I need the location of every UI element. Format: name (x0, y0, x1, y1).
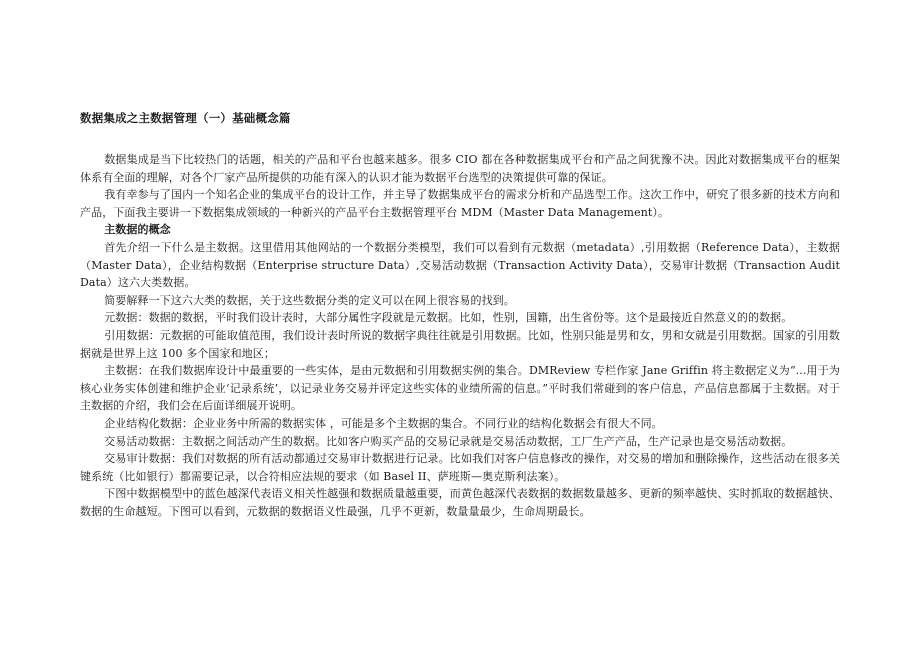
paragraph-reference-data: 引用数据：元数据的可能取值范围，我们设计表时所说的数据字典往往就是引用数据。比如，性别只能是男和女，男和女就是引用数据。国家的引用数据就是世界上这 100 多个国家和地区； (80, 328, 840, 360)
paragraph-intro: 数据集成是当下比较热门的话题，相关的产品和平台也越来越多。很多 CIO 都在各种数据集成平台和产品之间犹豫不决。因此对数据集成平台的框架体系有全面的理解，对各个厂家产品所提供的功能有深入的认识才能为数据平台选型的决策提供可靠的保证。 (80, 153, 840, 184)
paragraph-data-classification: 首先介绍一下什么是主数据。这里借用其他网站的一个数据分类模型，我们可以看到有元数据（metadata）,引用数据（Reference Data），主数据（Master Data），企业结构数据（Enterprise structure Data）,交易活动数据（Transaction Activity Data），交易审计数据（Transaction Audit Data）这六大类数据。 (80, 240, 840, 290)
section-heading-master-data-concept: 主数据的概念 (104, 223, 171, 237)
paragraph-master-data: 主数据：在我们数据库设计中最重要的一些实体，是由元数据和引用数据实例的集合。DMReview 专栏作家 Jane Griffin 将主数据定义为“...用于为核心业务实体创建和维护企业‘记录系统’，以记录业务交易并评定这些实体的业绩所需的信息。”平时我们常碰到的客户信息，产品信息都属于主数据。对于主数据的介绍，我们会在后面详细展开说明。 (80, 364, 840, 413)
paragraph-enterprise-structure-data: 企业结构化数据：企业业务中所需的数据实体 ，可能是多个主数据的集合。不同行业的结构化数据会有很大不同。 (104, 416, 663, 430)
document-body (80, 151, 840, 520)
paragraph-brief-explanation: 简要解释一下这六大类的数据，关于这些数据分类的定义可以在网上很容易的找到。 (104, 293, 515, 307)
paragraph-transaction-activity-data: 交易活动数据：主数据之间活动产生的数据。比如客户购买产品的交易记录就是交易活动数据，工厂生产产品，生产记录也是交易活动数据。 (104, 434, 793, 448)
paragraph-background: 我有幸参与了国内一个知名企业的集成平台的设计工作，并主导了数据集成平台的需求分析和产品选型工作。这次工作中，研究了很多新的技术方向和产品，下面我主要讲一下数据集成领域的一种新兴的产品平台主数据管理平台 MDM（Master Data Management）。 (80, 188, 840, 219)
document-title: 数据集成之主数据管理（一）基础概念篇 (80, 111, 291, 125)
paragraph-data-model-figure-intro: 下图中数据模型中的蓝色越深代表语义相关性越强和数据质量越重要，而黄色越深代表数据的数据数量越多、更新的频率越快、实时抓取的数据越快、数据的生命越短。下图可以看到，元数据的数据语义性最强，几乎不更新，数量量最少，生命周期最长。 (80, 487, 840, 518)
paragraph-transaction-audit-data: 交易审计数据：我们对数据的所有活动都通过交易审计数据进行记录。比如我们对客户信息修改的操作，对交易的增加和删除操作，这些活动在很多关键系统（比如银行）都需要记录，以合符相应法规的要求（如 Basel II、萨班斯—奥克斯利法案）。 (80, 452, 840, 483)
paragraph-metadata: 元数据：数据的数据，平时我们设计表时，大部分属性字段就是元数据。比如，性别，国籍，出生省份等。这个是最接近自然意义的的数据。 (104, 311, 793, 325)
